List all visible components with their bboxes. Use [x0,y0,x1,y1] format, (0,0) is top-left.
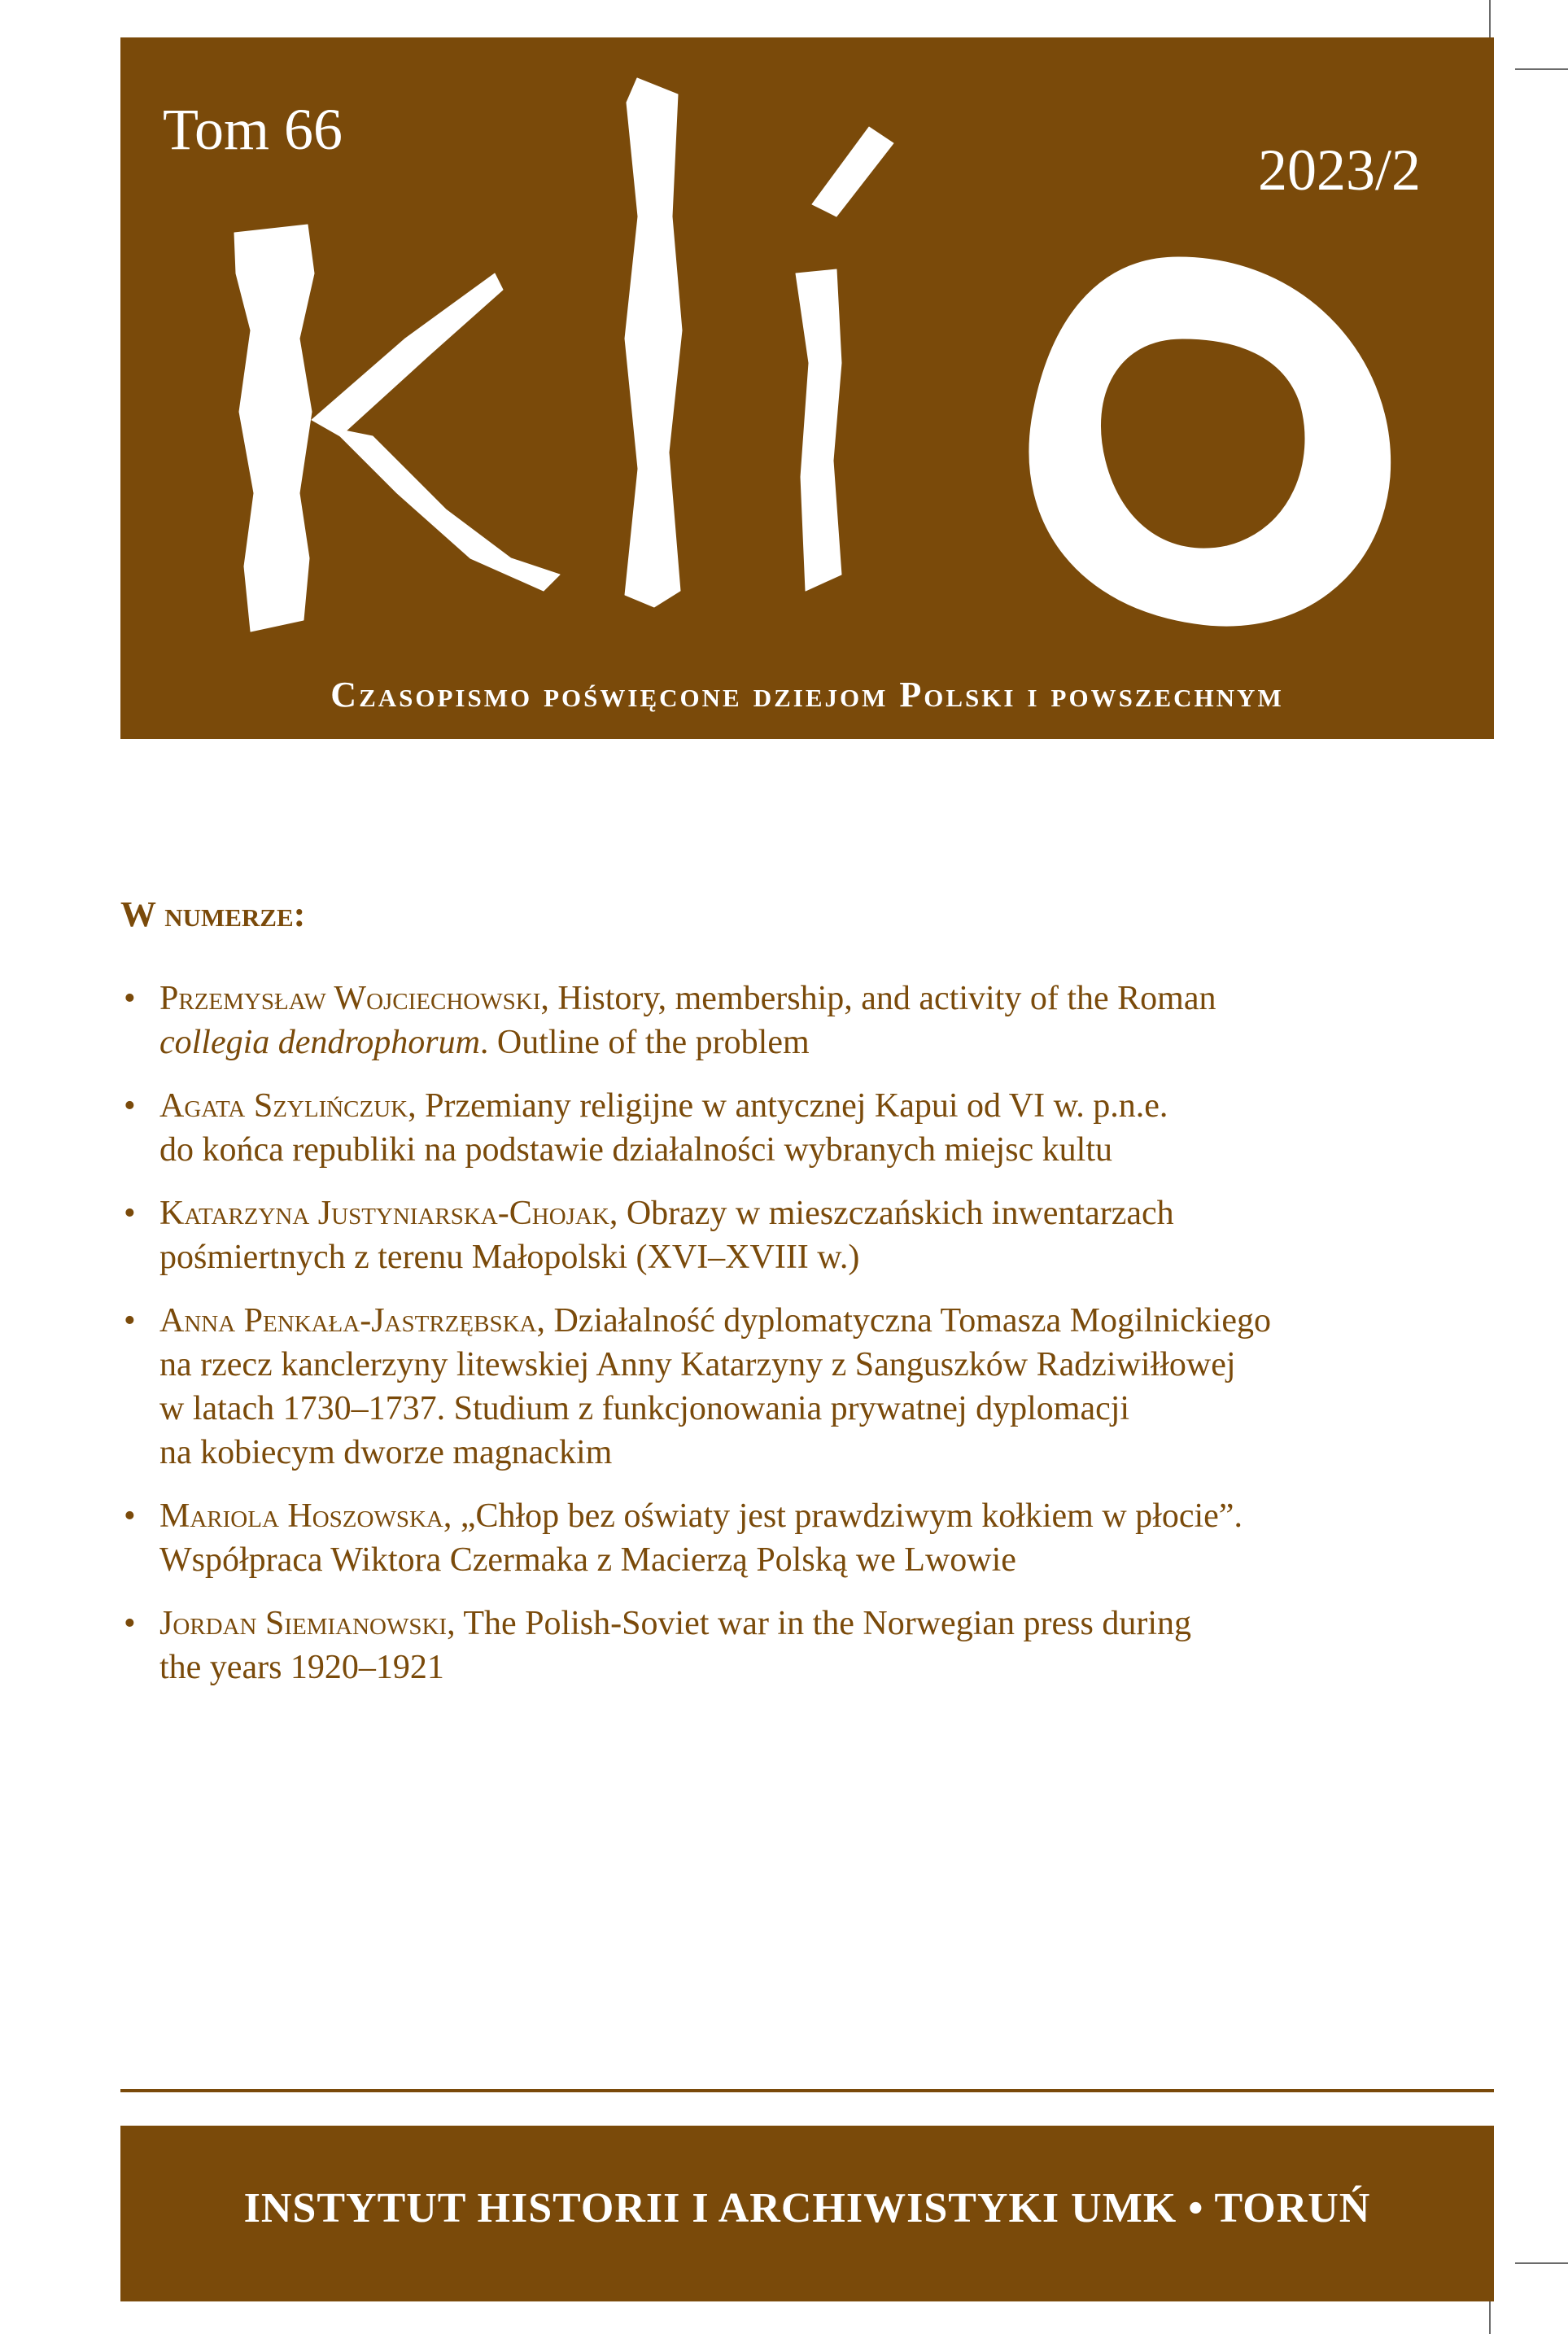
article-title-line: w latach 1730–1737. Studium z funkcjonowania prywatnej dyplomacji [159,1390,1130,1427]
article-title-italic: collegia dendrophorum [159,1024,480,1061]
article-title-line: Działalność dyplomatyczna Tomasza Mogilnickiego [553,1302,1271,1340]
article-title-line: na rzecz kanclerzyny litewskiej Anny Katarzyny z Sanguszków Radziwiłłowej [159,1346,1236,1383]
issue-label: 2023/2 [1257,138,1421,203]
article-title-line: History, membership, and activity of the Roman [557,980,1216,1017]
article-author: Mariola Hoszowska [159,1497,443,1535]
article-title-line: Współpraca Wiktora Czermaka z Macierzą Polską we Lwowie [159,1541,1016,1579]
crop-mark [1515,68,1568,70]
toc-item[interactable]: • Przemysław Wojciechowski, History, membership, and activity of the Roman collegia dendrophorum. Outline of the problem [120,977,1463,1064]
divider-rule [120,2089,1494,2092]
article-author: Katarzyna Justyniarska-Chojak [159,1195,609,1232]
publisher-name: INSTYTUT HISTORII I ARCHIWISTYKI UMK • TORUŃ [243,2185,1371,2231]
article-title-line: collegia dendrophorum. Outline of the problem [159,1024,810,1061]
article-title-line: Obrazy w mieszczańskich inwentarzach [626,1195,1174,1232]
publisher-footer [120,2126,1494,2301]
article-title-line: the years 1920–1921 [159,1649,444,1686]
journal-logo [169,70,1439,688]
bullet-icon: • [124,1605,136,1642]
bullet-icon: • [124,980,136,1017]
masthead [120,37,1494,739]
article-author: Anna Penkała-Jastrzębska [159,1302,537,1340]
bullet-icon: • [124,1087,136,1125]
article-title-line: Przemiany religijne w antycznej Kapui od VI w. p.n.e. [425,1087,1168,1125]
article-title-line: „Chłop bez oświaty jest prawdziwym kołkiem w płocie”. [460,1497,1243,1535]
article-author: Jordan Siemianowski [159,1605,448,1642]
article-title-line: na kobiecym dworze magnackim [159,1434,613,1471]
volume-label: Tom 66 [163,97,343,162]
bullet-icon: • [124,1195,136,1232]
crop-mark [1515,2262,1568,2264]
bullet-icon: • [124,1302,136,1340]
toc-item[interactable]: • Agata Szylińczuk, Przemiany religijne w antycznej Kapui od VI w. p.n.e. do końca republiki na podstawie działalności wybranych miejsc kultu [120,1084,1463,1172]
article-title-line: do końca republiki na podstawie działalności wybranych miejsc kultu [159,1131,1113,1169]
article-title-line: pośmiertnych z terenu Małopolski (XVI–XVIII w.) [159,1239,860,1276]
toc-item[interactable]: • Katarzyna Justyniarska-Chojak, Obrazy w mieszczańskich inwentarzach pośmiertnych z terenu Małopolski (XVI–XVIII w.) [120,1191,1463,1279]
toc-item[interactable]: • Anna Penkała-Jastrzębska, Działalność dyplomatyczna Tomasza Mogilnickiego na rzecz kanclerzyny litewskiej Anny Katarzyny z Sanguszków Radziwiłłowej w latach 1730–1737. Studium z funkcjonowania prywatnej dyplomacji na kobiecym dworze magnackim [120,1299,1463,1475]
journal-subtitle: Czasopismo poświęcone dziejom Polski i powszechnym [330,675,1284,715]
article-author: Agata Szylińczuk [159,1087,408,1125]
bullet-icon: • [124,1497,136,1535]
toc-item[interactable]: • Mariola Hoszowska, „Chłop bez oświaty jest prawdziwym kołkiem w płocie”. Współpraca Wiktora Czermaka z Macierzą Polską we Lwowie [120,1494,1463,1582]
contents-heading: W numerze: [120,894,306,934]
article-author: Przemysław Wojciechowski [159,980,541,1017]
toc-item[interactable]: • Jordan Siemianowski, The Polish-Soviet war in the Norwegian press during the years 1920–1921 [120,1602,1463,1689]
table-of-contents [120,977,1463,1709]
article-title-line: The Polish-Soviet war in the Norwegian press during [463,1605,1191,1642]
